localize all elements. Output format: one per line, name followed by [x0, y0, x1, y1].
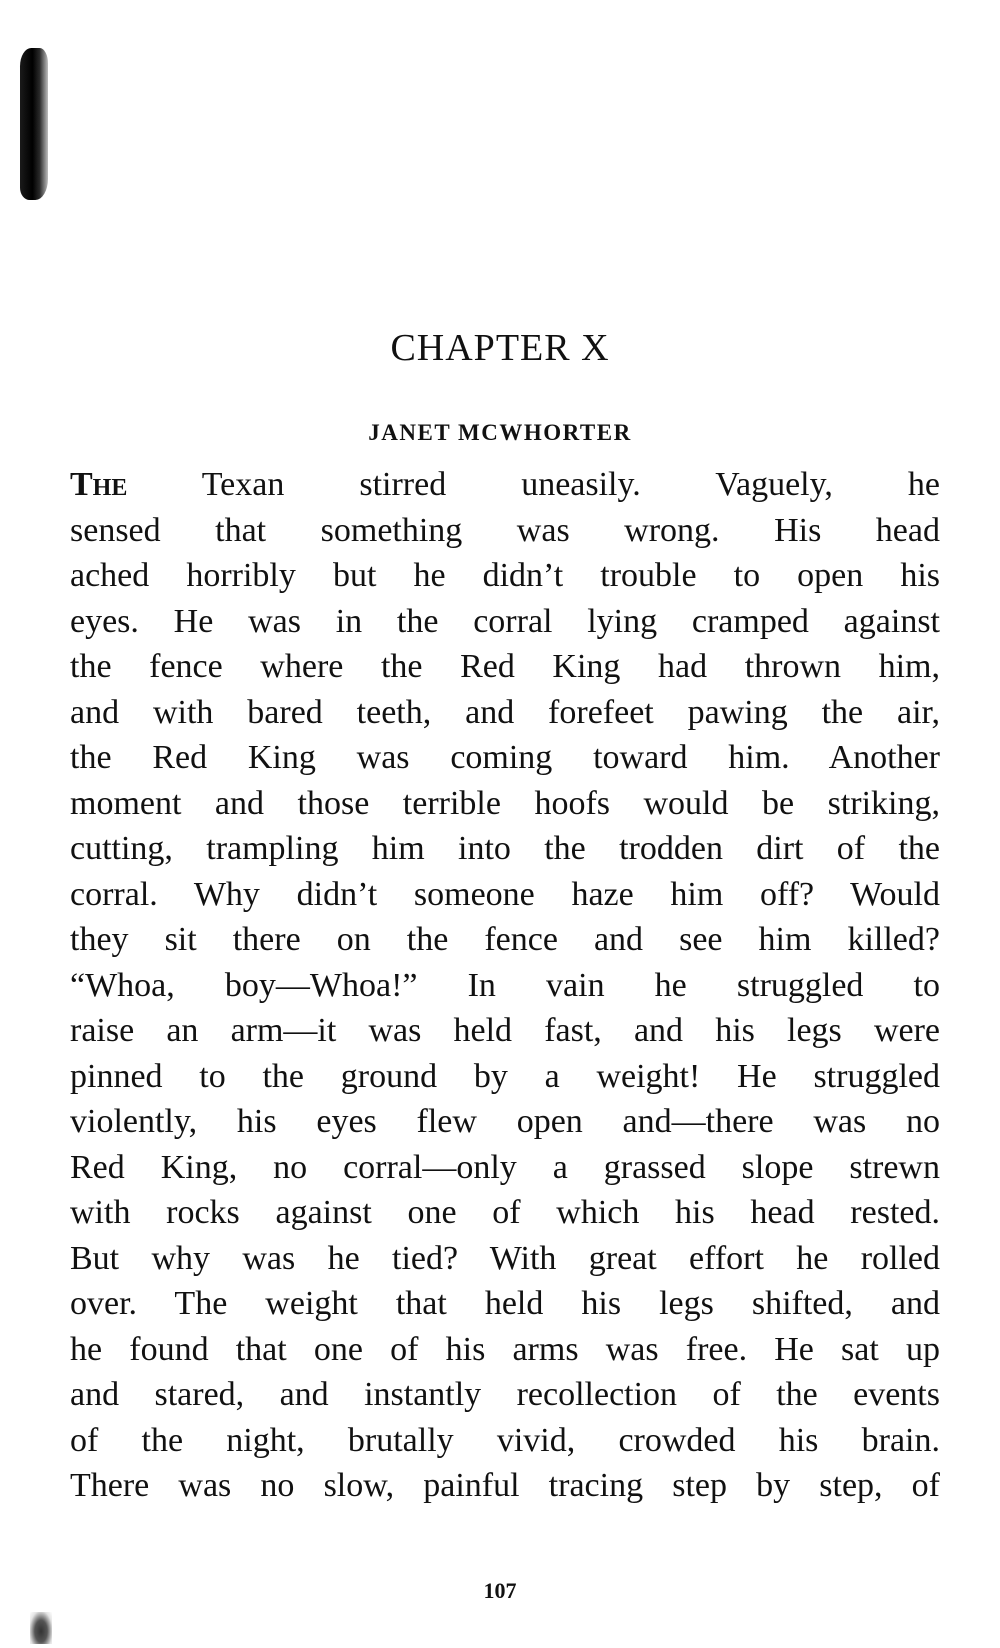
text-line: moment and those terrible hoofs would be striking,: [70, 784, 940, 822]
text-line: sensed that something was wrong. His head: [70, 511, 940, 549]
text-line: eyes. He was in the corral lying cramped against: [70, 602, 940, 640]
body-text: [70, 462, 940, 1509]
scan-margin-mark: [20, 48, 48, 200]
chapter-subtitle: JANET MCWHORTER: [368, 420, 632, 445]
text-line: There was no slow, painful tracing step by step, of: [70, 1467, 940, 1504]
text-line: ached horribly but he didn’t trouble to open his: [70, 557, 940, 594]
text-line: “Whoa, boy—Whoa!” In vain he struggled to: [70, 966, 940, 1004]
text-line: raise an arm—it was held fast, and his legs were: [70, 1012, 940, 1049]
text-line: Red King, no corral—only a grassed slope strewn: [70, 1148, 940, 1186]
text-line: corral. Why didn’t someone haze him off? Would: [70, 875, 940, 913]
text-line: and with bared teeth, and forefeet pawing the air,: [70, 693, 940, 731]
text-line: and stared, and instantly recollection of the events: [70, 1376, 940, 1413]
page-number: 107: [483, 1578, 517, 1603]
text-line: of the night, brutally vivid, crowded his brain.: [70, 1421, 940, 1459]
text-line: But why was he tied? With great effort he rolled: [70, 1239, 940, 1277]
text-line: The Texan stirred uneasily. Vaguely, he: [70, 466, 940, 503]
text-line: cutting, trampling him into the trodden dirt of the: [70, 830, 940, 867]
text-line: the fence where the Red King had thrown him,: [70, 648, 940, 685]
text-line: they sit there on the fence and see him killed?: [70, 921, 940, 958]
text-line: pinned to the ground by a weight! He struggled: [70, 1057, 940, 1095]
text-line: he found that one of his arms was free. He sat up: [70, 1330, 940, 1368]
text-line: violently, his eyes flew open and—there was no: [70, 1103, 940, 1140]
text-line: the Red King was coming toward him. Another: [70, 739, 940, 776]
chapter-title: CHAPTER X: [390, 327, 610, 369]
text-line: with rocks against one of which his head rested.: [70, 1194, 940, 1231]
text-line: over. The weight that held his legs shifted, and: [70, 1285, 940, 1322]
lead-word: The: [70, 466, 128, 503]
scan-margin-mark-bottom: [30, 1612, 52, 1644]
